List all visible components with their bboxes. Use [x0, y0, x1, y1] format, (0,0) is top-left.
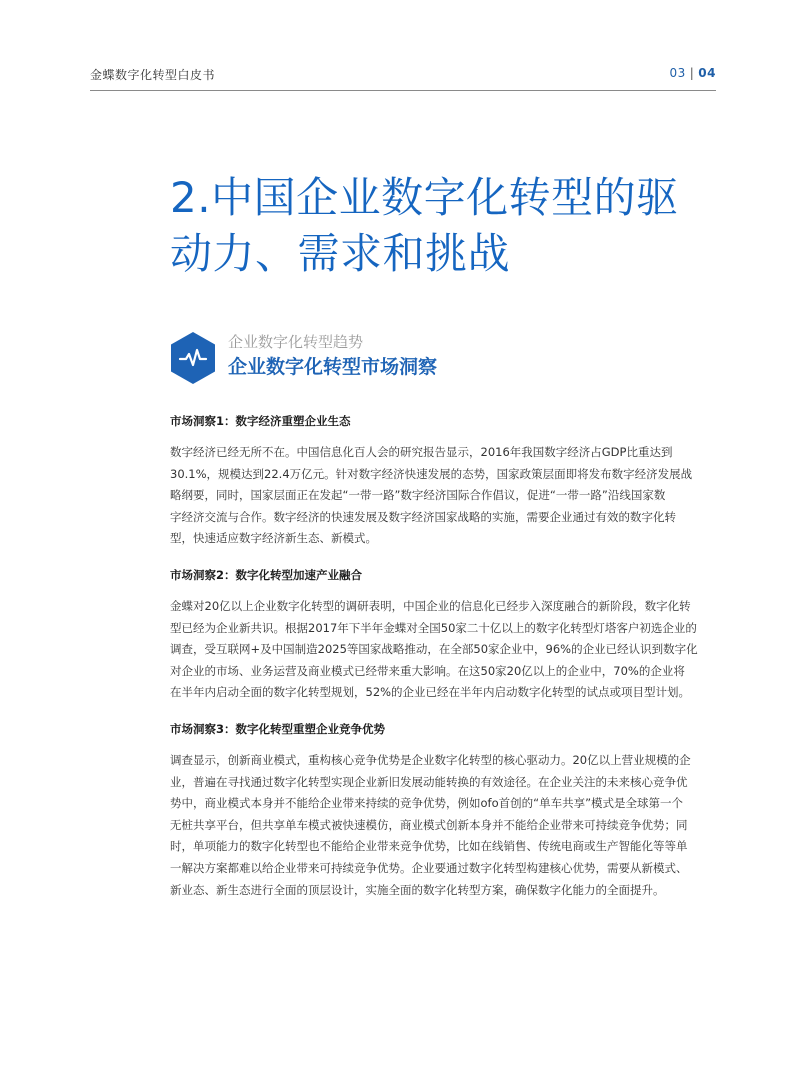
insight-title: 市场洞察3：数字化转型重塑企业竞争优势: [170, 721, 385, 736]
paragraph-line: 调查，受互联网+及中国制造2025等国家战略推动，在全部50家企业中，96%的企业已经认识到数字化: [170, 642, 698, 657]
paragraph-line: 对企业的市场、业务运营及商业模式已经带来重大影响。在这50家20亿以上的企业中，70%的企业将: [170, 663, 685, 678]
section-heading: [168, 330, 728, 386]
insight-title: 市场洞察2：数字化转型加速产业融合: [170, 567, 362, 582]
insight-paragraph: [170, 442, 718, 550]
paragraph-line: 数字经济已经无所不在。中国信息化百人会的研究报告显示，2016年我国数字经济占GDP比重达到: [170, 445, 673, 459]
main-content: [170, 410, 718, 901]
paragraph-line: 在半年内启动全面的数字化转型规划，52%的企业已经在半年内启动数字化转型的试点或项目型计划。: [170, 685, 691, 700]
section-title: 企业数字化转型市场洞察: [228, 356, 438, 378]
chapter-title: [170, 170, 730, 282]
pulse-hexagon-icon: [168, 330, 218, 386]
paragraph-line: 调查显示，创新商业模式，重构核心竞争优势是企业数字化转型的核心驱动力。20亿以上营业规模的企: [170, 752, 691, 767]
section-kicker: 企业数字化转型趋势: [228, 333, 364, 351]
paragraph-line: 业，普遍在寻找通过数字化转型实现企业新旧发展动能转换的有效途径。在企业关注的未来核心竞争优: [170, 774, 688, 789]
paragraph-line: 新业态、新生态进行全面的顶层设计，实施全面的数字化转型方案，确保数字化能力的全面提升。: [170, 882, 665, 897]
chapter-title-line-2: 动力、需求和挑战: [170, 229, 511, 278]
paragraph-line: 30.1%，规模达到22.4万亿元。针对数字经济快速发展的态势，国家政策层面即将发布数字经济发展战: [170, 466, 693, 481]
document-title: 金蝶数字化转型白皮书: [90, 68, 216, 82]
paragraph-line: 时，单项能力的数字化转型也不能给企业带来竞争优势，比如在线销售、传统电商或生产智能化等等单: [170, 839, 688, 854]
paragraph-line: 一解决方案都难以给企业带来可持续竞争优势。企业要通过数字化转型构建核心优势，需要从新模式、: [170, 860, 688, 875]
page-number-right: 04: [698, 66, 716, 80]
insight-block-2: [170, 564, 718, 704]
chapter-title-line-1: 2.中国企业数字化转型的驱: [170, 173, 679, 222]
insight-block-3: [170, 718, 718, 901]
paragraph-line: 型已经为企业新共识。根据2017年下半年金蝶对全国50家二十亿以上的数字化转型灯塔客户初选企业的: [170, 620, 697, 635]
paragraph-line: 型，快速适应数字经济新生态、新模式。: [170, 531, 377, 546]
page-number-separator: |: [689, 66, 695, 80]
header-divider: [90, 90, 716, 91]
paragraph-line: 字经济交流与合作。数字经济的快速发展及数字经济国家战略的实施，需要企业通过有效的数字化转: [170, 509, 676, 524]
page-numbers: [669, 66, 716, 80]
page-number-left: 03: [669, 66, 686, 80]
running-header: [90, 66, 716, 88]
paragraph-line: 势中，商业模式本身并不能给企业带来持续的竞争优势，例如ofo首创的“单车共享”模式是全球第一个: [170, 796, 684, 811]
paragraph-line: 略纲要，同时，国家层面正在发起“一带一路”数字经济国际合作倡议，促进“一带一路”沿线国家数: [170, 488, 666, 503]
insight-title: 市场洞察1：数字经济重塑企业生态: [170, 414, 351, 428]
paragraph-line: 无桩共享平台，但共享单车模式被快速模仿，商业模式创新本身并不能给企业带来可持续竞争优势；同: [170, 817, 688, 832]
paragraph-line: 金蝶对20亿以上企业数字化转型的调研表明，中国企业的信息化已经步入深度融合的新阶段，数字化转: [170, 598, 691, 613]
insight-paragraph: [170, 596, 718, 704]
insight-paragraph: [170, 750, 718, 901]
insight-block-1: [170, 410, 718, 550]
